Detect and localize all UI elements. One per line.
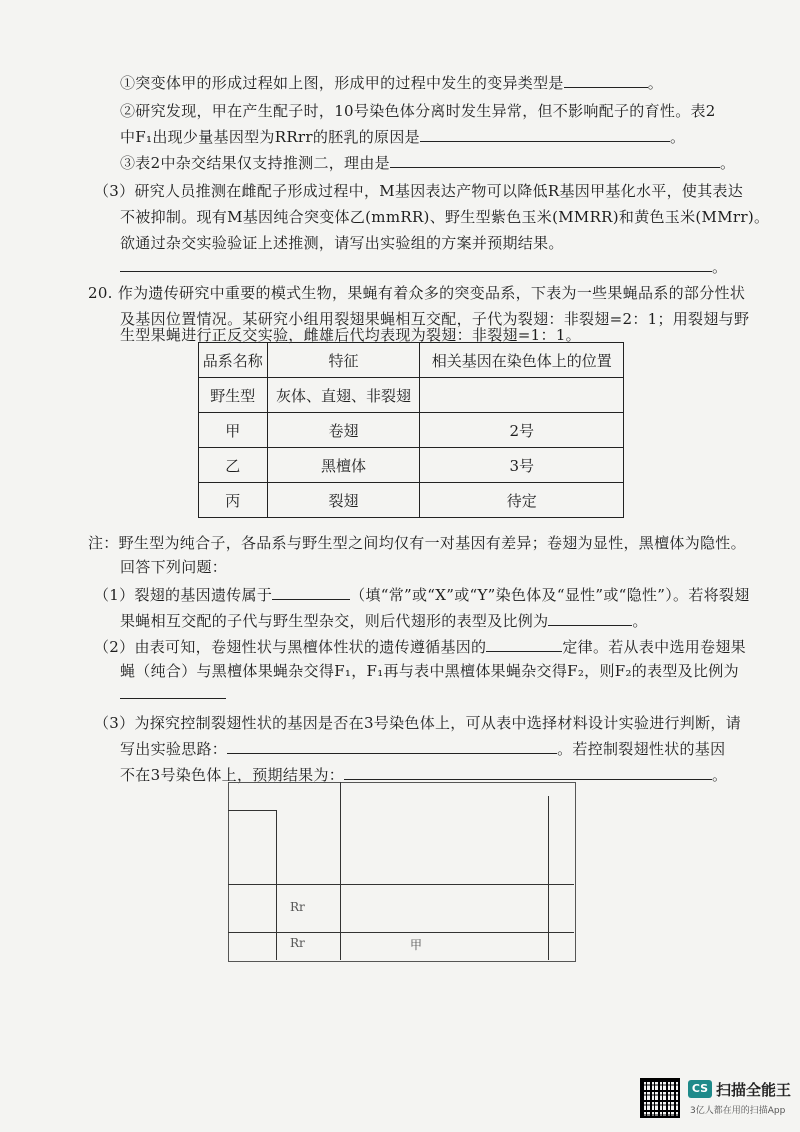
table-cell: 灰体、直翅、非裂翅 [267, 378, 420, 413]
q19-item1: ①突变体甲的形成过程如上图，形成甲的过程中发生的变异类型是 。 [120, 74, 664, 92]
q20-part1-line2: 果蝇相互交配的子代与野生型杂交，则后代翅形的表型及比例为 。 [120, 612, 648, 630]
table-cell: 待定 [420, 483, 624, 518]
table-cell: 黑檀体 [267, 448, 420, 483]
bleed-through-line [276, 810, 277, 960]
q20-note-line2: 回答下列问题： [120, 558, 228, 576]
q19-part3-line1: （3）研究人员推测在雌配子形成过程中，M基因表达产物可以降低R基因甲基化水平，使其表达 [94, 182, 744, 200]
table-header-row [199, 343, 624, 378]
scanner-brand: 扫描全能王 [716, 1081, 792, 1099]
bleed-through-line [228, 884, 574, 885]
table-header: 特征 [267, 343, 420, 378]
q19-item2-line1: ②研究发现，甲在产生配子时，10号染色体分离时发生异常，但不影响配子的育性。表2 [120, 102, 716, 120]
table-cell: 3号 [420, 448, 624, 483]
q20-part2-line1: （2）由表可知，卷翅性状与黑檀体性状的遗传遵循基因的 定律。若从表中选用卷翅果 [94, 638, 746, 656]
scanner-slogan: 3亿人都在用的扫描App [690, 1106, 786, 1116]
table-cell: 丙 [199, 483, 268, 518]
q20-intro-line2: 及基因位置情况。某研究小组用裂翅果蝇相互交配，子代为裂翅：非裂翅=2：1；用裂翅与野 [120, 310, 750, 328]
q20-note-line1: 注：野生型为纯合子，各品系与野生型之间均仅有一对基因有差异；卷翅为显性，黑檀体为隐性。 [88, 534, 746, 552]
bleed-through-text: 甲 [410, 938, 423, 952]
q19-part3-answer: 。 [120, 256, 727, 277]
qr-code-icon [640, 1078, 680, 1118]
table-header: 品系名称 [199, 343, 268, 378]
bleed-through-text: Rr [290, 900, 305, 914]
q19-item3: ③表2中杂交结果仅支持推测二，理由是 。 [120, 154, 736, 172]
q20-intro-line3: 生型果蝇进行正反交实验，雌雄后代均表现为裂翅：非裂翅=1：1。 [120, 326, 581, 344]
table-cell: 2号 [420, 413, 624, 448]
q19-part3-line3: 欲通过杂交实验验证上述推测，请写出实验组的方案并预期结果。 [120, 234, 564, 252]
bleed-through-table [228, 782, 576, 962]
strain-table [198, 342, 624, 518]
q20-part2-answer [120, 684, 226, 703]
table-cell: 野生型 [199, 378, 268, 413]
table-cell: 卷翅 [267, 413, 420, 448]
q20-intro-line1: 20. 作为遗传研究中重要的模式生物，果蝇有着众多的突变品系，下表为一些果蝇品系的部分性状 [88, 284, 746, 302]
bleed-through-line [228, 932, 574, 933]
table-row [199, 483, 624, 518]
q20-part3-line3: 不在3号染色体上，预期结果为： 。 [120, 766, 728, 784]
table-row [199, 448, 624, 483]
bleed-through-line [228, 810, 276, 811]
table-row [199, 413, 624, 448]
table-header: 相关基因在染色体上的位置 [420, 343, 624, 378]
bleed-through-line [548, 796, 549, 960]
table-row [199, 378, 624, 413]
q20-part2-line2: 蝇（纯合）与黑檀体果蝇杂交得F₁，F₁再与表中黑檀体果蝇杂交得F₂，则F₂的表型及比例为 [120, 662, 739, 680]
bleed-through-line [340, 782, 341, 960]
q20-part1-line1: （1）裂翅的基因遗传属于 （填“常”或“X”或“Y”染色体及“显性”或“隐性”）。若将裂翅 [94, 586, 750, 604]
q19-part3-line2: 不被抑制。现有M基因纯合突变体乙(mmRR)、野生型紫色玉米(MMRR)和黄色玉米(MMrr)。 [120, 208, 770, 226]
table-cell: 甲 [199, 413, 268, 448]
camscanner-logo-icon: CS [688, 1080, 712, 1098]
bleed-through-text: Rr [290, 936, 305, 950]
q20-part3-line2: 写出实验思路： 。若控制裂翅性状的基因 [120, 740, 726, 758]
q20-part3-line1: （3）为探究控制裂翅性状的基因是否在3号染色体上，可从表中选择材料设计实验进行判断，请 [94, 714, 741, 732]
table-cell: 乙 [199, 448, 268, 483]
table-cell [420, 378, 624, 413]
table-cell: 裂翅 [267, 483, 420, 518]
q19-item2-line2: 中F₁出现少量基因型为RRrr的胚乳的原因是 。 [120, 128, 686, 146]
